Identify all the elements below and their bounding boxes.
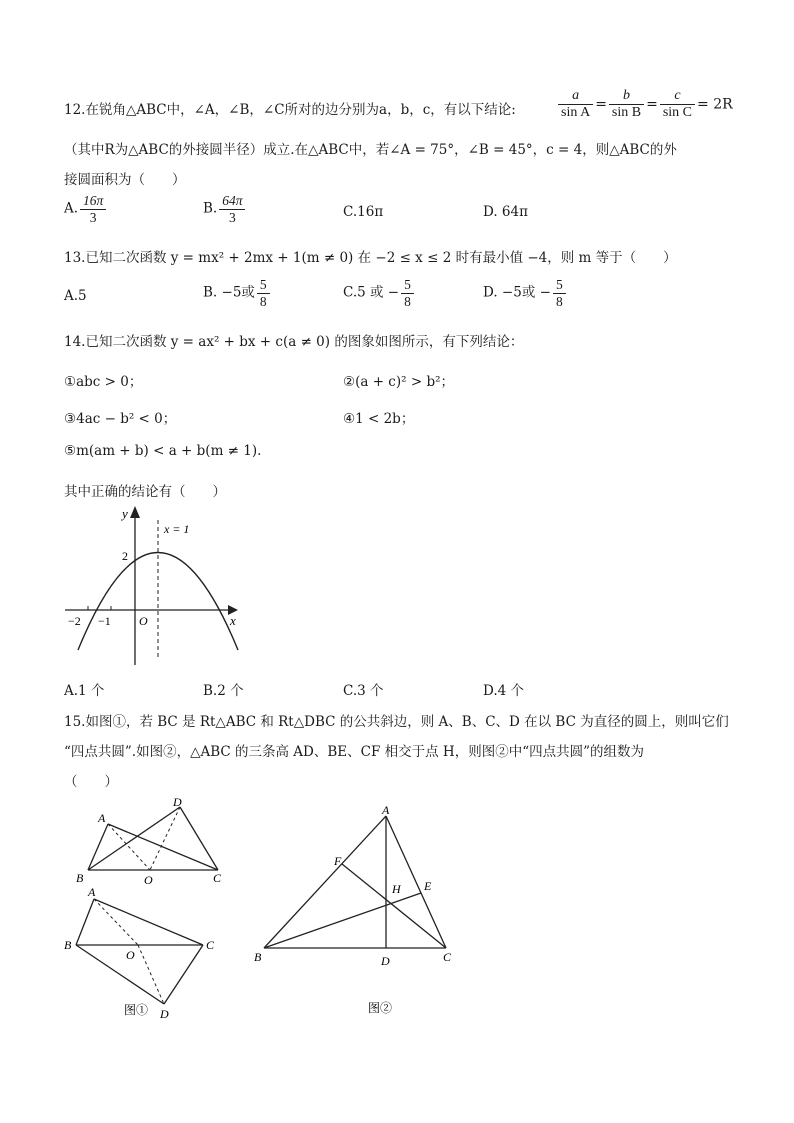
q13-option-d: D. −5或 − $\frac{5}{8}$ <box>483 277 568 309</box>
y-axis-arrow <box>130 506 140 518</box>
q13-stem: 13.已知二次函数 y = mx² + 2mx + 1(m ≠ 0) 在 −2 ≤ x ≤ 2 时有最小值 −4，则 m 等于（ ） <box>64 250 677 266</box>
fig2-label-F: F <box>334 854 342 868</box>
q14-conclusion-4: ④1 < 2b； <box>343 411 415 427</box>
frac-c-sinC: $\frac{c}{\text{sin C}}$ <box>660 88 695 121</box>
q14-stem: 14.已知二次函数 y = ax² + bx + c(a ≠ 0) 的图象如图所示，有下列结论： <box>64 334 524 350</box>
q14-parabola-graph <box>60 500 250 670</box>
q15-line3: （ ） <box>64 774 118 790</box>
fig2-altitude-BE <box>264 893 421 948</box>
fig2-label-D: D <box>381 954 390 968</box>
q14-conclusion-1: ①abc > 0； <box>64 374 143 390</box>
q12-formula: $\frac{a}{\text{sin A}}$ = $\frac{b}{\text{sin B}}$ = $\frac{c}{\text{sin C}}$ = 2R <box>556 88 733 121</box>
frac-b-sinB: $\frac{b}{\text{sin B}}$ <box>609 88 644 121</box>
q12-option-a: A. $\frac{16\pi}{3}$ <box>64 193 108 225</box>
fig1-bot-label-D: D <box>160 1007 169 1021</box>
symmetry-label: x = 1 <box>164 522 190 536</box>
x-label: x <box>230 613 236 628</box>
q14-conclusion-2: ②(a + c)² > b²； <box>343 374 454 390</box>
q15-line2: “四点共圆”.如图②，△ABC 的三条高 AD、BE、CF 相交于点 H，则图②中“四点共圆”的组数为 <box>64 744 645 760</box>
fig1-top-label-O: O <box>144 873 153 887</box>
q12-option-b: B. $\frac{64\pi}{3}$ <box>203 193 247 225</box>
q13-option-c: C.5 或 − $\frac{5}{8}$ <box>343 277 416 309</box>
q12-line3: 接圆面积为（ ） <box>64 172 186 188</box>
q12-option-d: D. 64π <box>483 204 528 220</box>
figure-2 <box>250 800 460 1020</box>
fig2-label-E: E <box>424 879 432 893</box>
q12-line1: 12.在锐角△ABC中，∠A，∠B，∠C所对的边分别为a，b，c，有以下结论: <box>64 102 516 118</box>
fig1-caption: 图① <box>124 1003 149 1017</box>
q14-conclusion-3: ③4ac − b² < 0； <box>64 411 177 427</box>
fig2-altitude-CF <box>342 864 446 948</box>
fig1-top-DC <box>180 807 218 870</box>
fig1-top-AO <box>108 824 150 870</box>
q14-option-b: B.2 个 <box>203 683 244 699</box>
q13-option-a: A.5 <box>64 288 87 304</box>
fig1-top-label-B: B <box>76 871 84 885</box>
q14-option-a: A.1 个 <box>64 683 105 699</box>
q14-option-c: C.3 个 <box>343 683 384 699</box>
fig1-bot-DC <box>164 945 203 1004</box>
y-intercept-label: 2 <box>122 549 128 563</box>
fig1-bot-label-B: B <box>64 938 72 952</box>
q13-option-b: B. −5或 $\frac{5}{8}$ <box>203 277 272 309</box>
fig2-caption: 图② <box>368 1001 393 1015</box>
figure-1 <box>58 792 238 1024</box>
fig1-bot-AC <box>94 899 203 945</box>
fig1-bot-AO <box>94 899 138 945</box>
neg1-label: −1 <box>98 614 111 628</box>
q12-option-c: C.16π <box>343 204 384 220</box>
fig1-bot-label-C: C <box>206 938 215 952</box>
frac-a-sinA: $\frac{a}{\text{sin A}}$ <box>558 88 593 121</box>
fig1-bot-label-A: A <box>88 885 96 899</box>
q14-conclusion-5: ⑤m(am + b) < a + b(m ≠ 1). <box>64 443 262 459</box>
q15-line1: 15.如图①，若 BC 是 Rt△ABC 和 Rt△DBC 的公共斜边，则 A、B、C、D 在以 BC 为直径的圆上，则叫它们 <box>64 714 729 730</box>
fig1-top-label-D: D <box>173 795 182 809</box>
fig1-bot-BA <box>76 899 94 945</box>
fig2-BA <box>264 816 386 948</box>
fig1-top-AC <box>108 824 218 870</box>
fig2-label-A: A <box>382 803 390 817</box>
origin-label: O <box>139 614 148 628</box>
q14-option-d: D.4 个 <box>483 683 525 699</box>
neg2-label: −2 <box>68 614 81 628</box>
fig2-label-B: B <box>254 950 262 964</box>
q14-ask: 其中正确的结论有（ ） <box>64 484 226 500</box>
fig1-top-label-A: A <box>98 811 106 825</box>
fig2-label-C: C <box>443 950 452 964</box>
fig1-top-DO <box>150 807 180 870</box>
q12-line2: （其中R为△ABC的外接圆半径）成立.在△ABC中，若∠A = 75°，∠B = 45°，c = 4，则△ABC的外 <box>64 142 677 158</box>
fig1-top-label-C: C <box>213 871 222 885</box>
fig1-bot-label-O: O <box>126 948 135 962</box>
y-label: y <box>122 506 128 521</box>
fig2-label-H: H <box>392 882 401 896</box>
